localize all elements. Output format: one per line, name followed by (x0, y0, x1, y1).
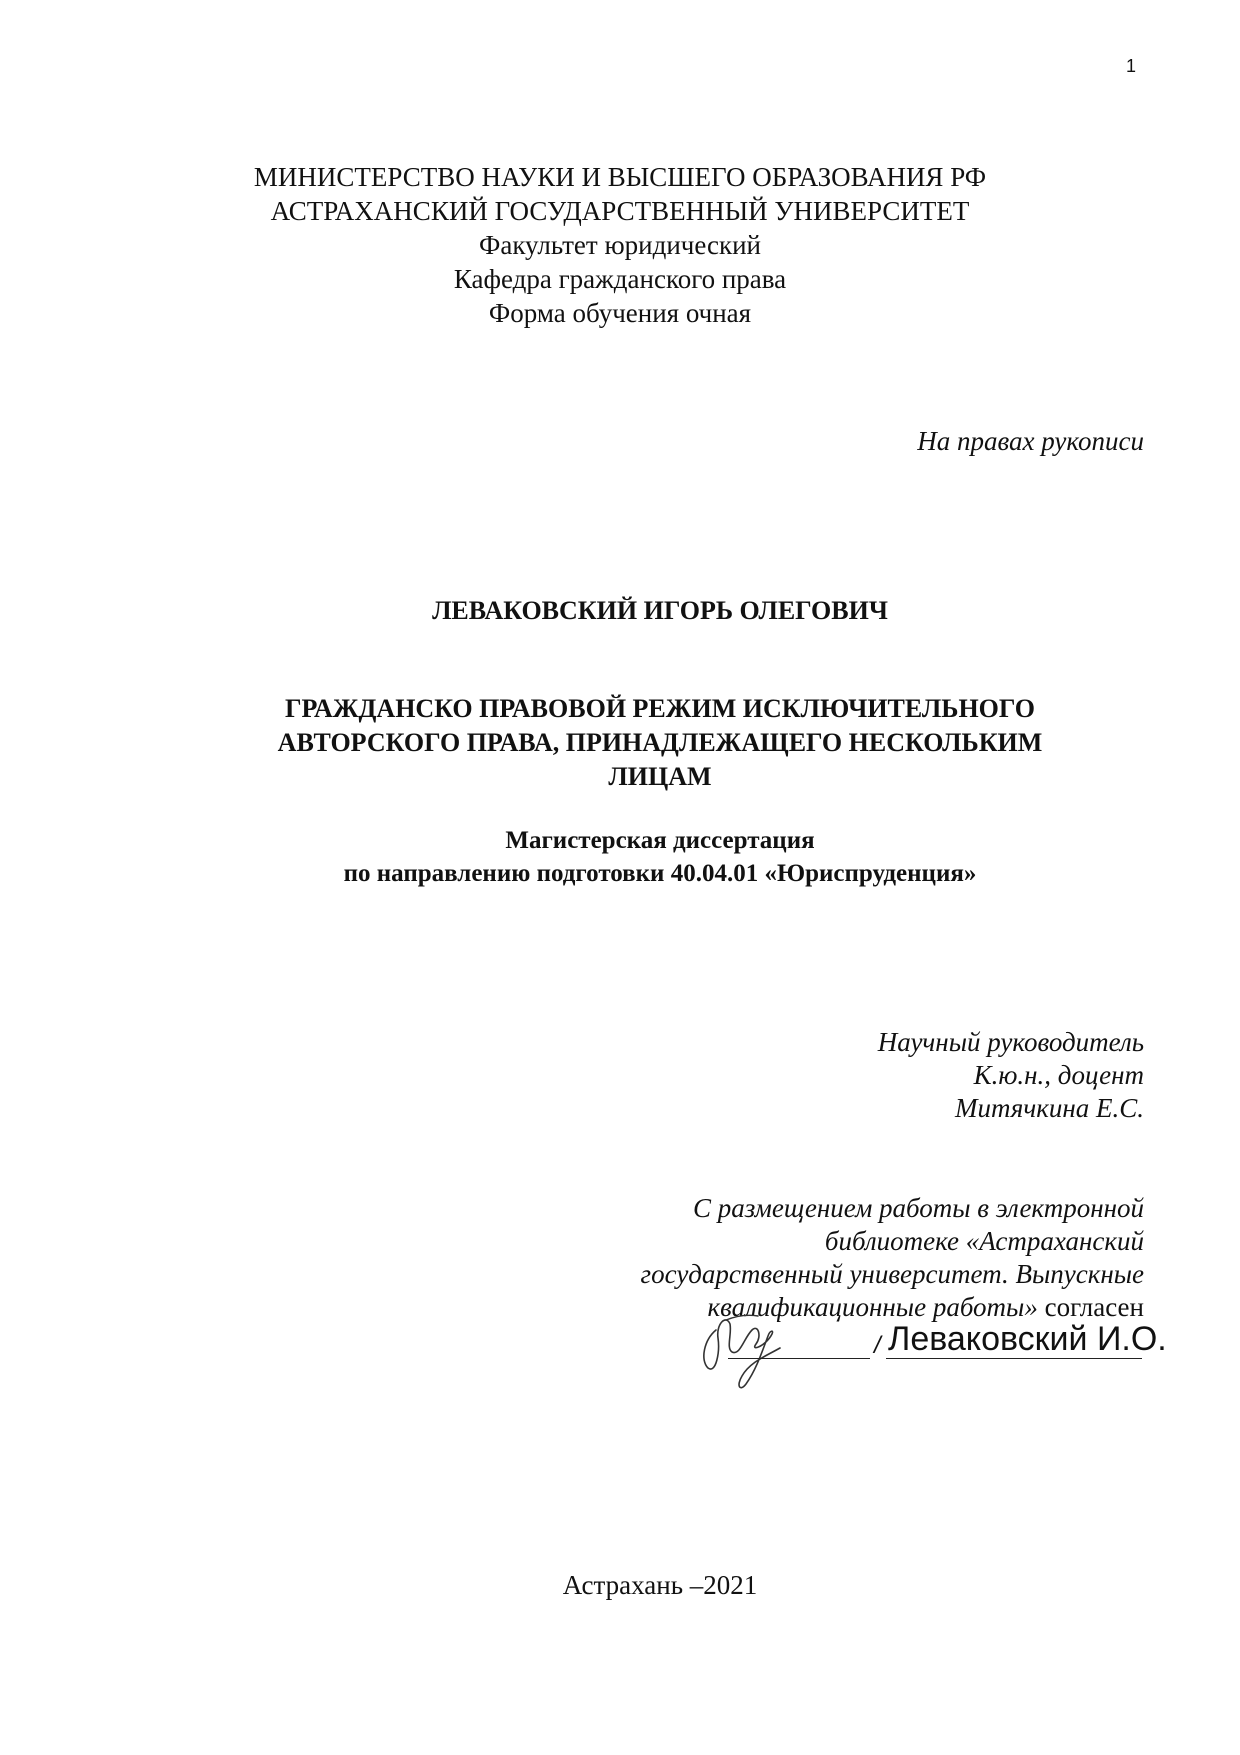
manuscript-note: На правах рукописи (917, 426, 1144, 456)
degree-info (0, 824, 1240, 890)
faculty-name: Факультет юридический (479, 230, 761, 260)
supervisor-name: Митячкина Е.С. (954, 1093, 1144, 1123)
page-number: 1 (1126, 56, 1137, 76)
supervisor-title: К.ю.н., доцент (973, 1060, 1144, 1090)
consent-line: государственный университет. Выпускные (640, 1259, 1144, 1289)
supervisor-label: Научный руководитель (877, 1027, 1144, 1057)
author-name: ЛЕВАКОВСКИЙ ИГОРЬ ОЛЕГОВИЧ (432, 596, 888, 625)
signature-separator: / (874, 1332, 881, 1359)
thesis-title-line: ГРАЖДАНСКО ПРАВОВОЙ РЕЖИМ ИСКЛЮЧИТЕЛЬНОГО (284, 694, 1036, 723)
signature-name: Леваковский И.О. (888, 1320, 1167, 1358)
consent-line-plain: согласен (1037, 1292, 1144, 1322)
consent-line: библиотеке «Астраханский (824, 1226, 1144, 1256)
study-form: Форма обучения очная (488, 298, 752, 328)
signature-name-underline (886, 1358, 1142, 1359)
institution-header (0, 160, 1240, 330)
thesis-title (0, 692, 1240, 794)
ministry-name: МИНИСТЕРСТВО НАУКИ И ВЫСШЕГО ОБРАЗОВАНИЯ РФ (253, 162, 987, 192)
city-year: Астрахань –2021 (562, 1570, 758, 1600)
degree-type: Магистерская диссертация (505, 827, 815, 854)
degree-program: по направлению подготовки 40.04.01 «Юриспруденция» (343, 860, 977, 887)
signature-line (728, 1358, 870, 1359)
university-name: АСТРАХАНСКИЙ ГОСУДАРСТВЕННЫЙ УНИВЕРСИТЕТ (270, 196, 970, 226)
signature-row (690, 1320, 1210, 1380)
consent-line-italic: квалификационные работы» (707, 1292, 1038, 1322)
thesis-title-line: ЛИЦАМ (608, 762, 712, 791)
supervisor-block (878, 1026, 1144, 1125)
thesis-title-line: АВТОРСКОГО ПРАВА, ПРИНАДЛЕЖАЩЕГО НЕСКОЛЬКИМ (277, 728, 1043, 757)
consent-line: С размещением работы в электронной (692, 1193, 1144, 1223)
department-name: Кафедра гражданского права (453, 264, 787, 294)
